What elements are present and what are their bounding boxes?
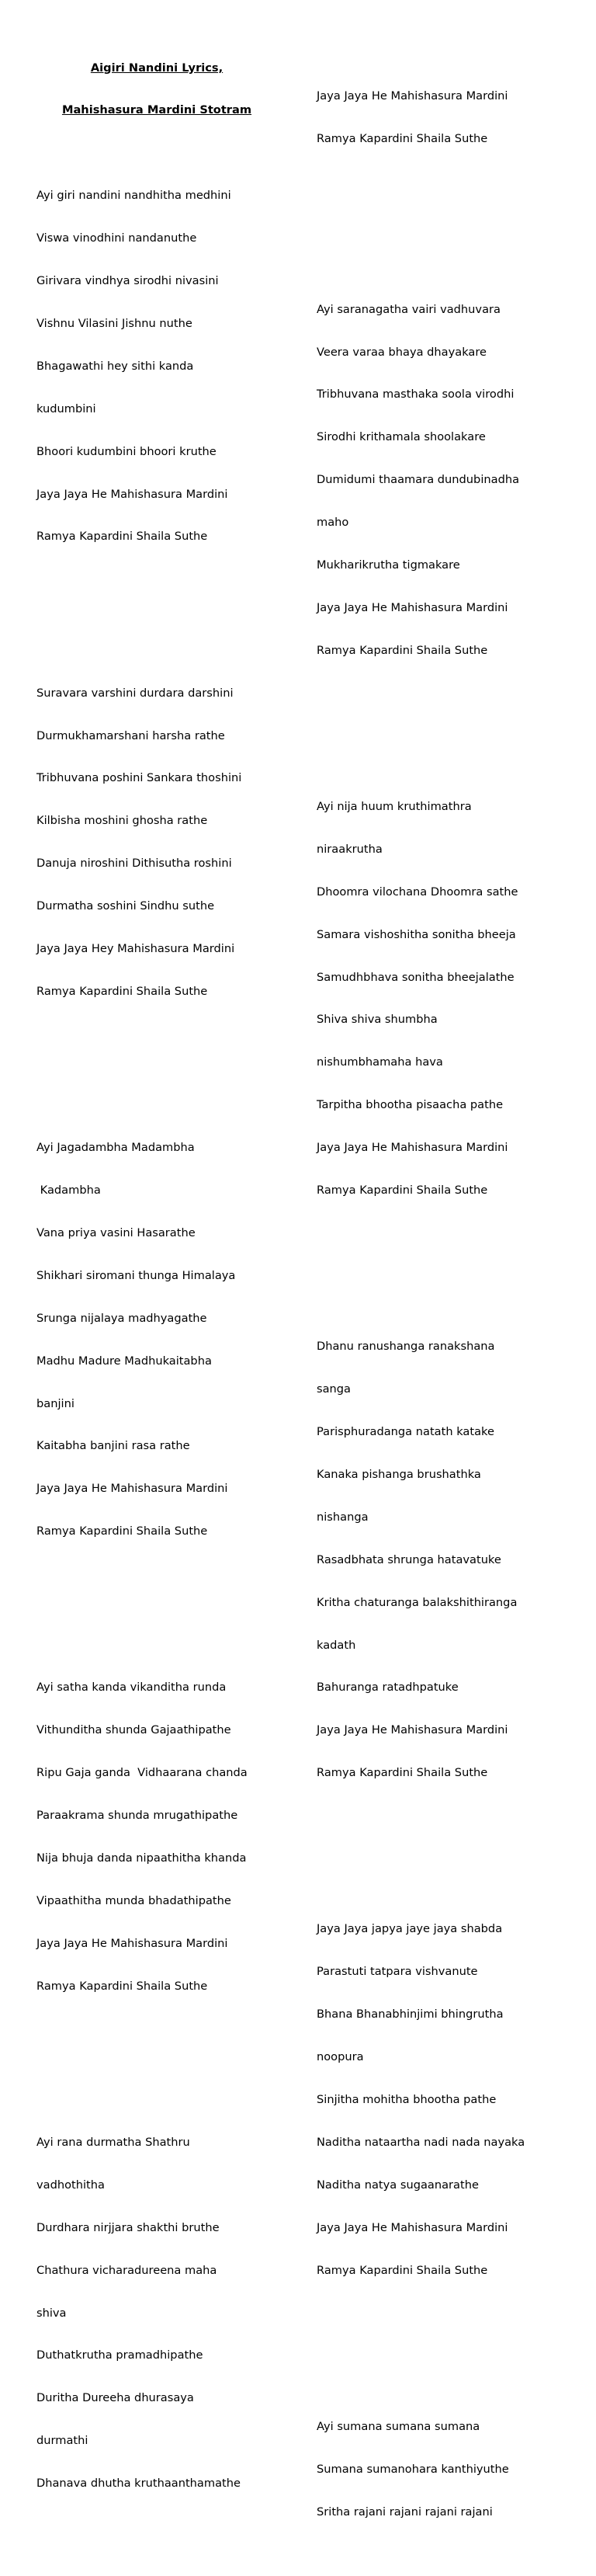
lyric-line: Veera varaa bhaya dhayakare bbox=[317, 345, 487, 359]
lyric-line: Kanaka pishanga brushathka bbox=[317, 1467, 481, 1481]
lyric-line: Nija bhuja danda nipaathitha khanda bbox=[36, 1851, 247, 1865]
lyric-line: Ramya Kapardini Shaila Suthe bbox=[36, 984, 208, 998]
stanza-right-2 bbox=[317, 771, 573, 1226]
stanza-spacer bbox=[317, 714, 573, 728]
lyric-line: Dhanava dhutha kruthaanthamathe bbox=[36, 2477, 241, 2491]
lyric-line: Ramya Kapardini Shaila Suthe bbox=[36, 1524, 208, 1538]
lyric-line: Dhanu ranushanga ranakshana bbox=[317, 1340, 495, 1354]
stanza-spacer bbox=[317, 1255, 573, 1269]
stanza-right-5 bbox=[317, 2391, 573, 2547]
lyric-line: Jaya Jaya japya jaye jaya shabda bbox=[317, 1922, 503, 1936]
lyric-line: Rasadbhata shrunga hatavatuke bbox=[317, 1552, 501, 1566]
lyric-line: Ramya Kapardini Shaila Suthe bbox=[317, 643, 488, 657]
lyric-line: Bhoori kudumbini bhoori kruthe bbox=[36, 444, 217, 458]
lyric-line: Suravara varshini durdara darshini bbox=[36, 686, 234, 700]
lyric-line: Madhu Madure Madhukaitabha bbox=[36, 1354, 212, 1368]
lyric-line: Ramya Kapardini Shaila Suthe bbox=[317, 1766, 488, 1780]
stanza-left-3 bbox=[36, 1113, 285, 1568]
lyric-line: Tribhuvana masthaka soola virodhi bbox=[317, 388, 515, 402]
lyric-line: Samudhbhava sonitha bheejalathe bbox=[317, 970, 515, 984]
lyric-line: Tribhuvana poshini Sankara thoshini bbox=[36, 771, 242, 785]
lyric-line: Ayi rana durmatha Shathru bbox=[36, 2135, 190, 2149]
lyric-line: Jaya Jaya He Mahishasura Mardini bbox=[36, 1936, 228, 1950]
lyric-line: Jaya Jaya He Mahishasura Mardini bbox=[317, 600, 508, 614]
lyric-line: maho bbox=[317, 516, 349, 530]
lyric-line: Jaya Jaya He Mahishasura Mardini bbox=[317, 89, 508, 103]
stanza-spacer bbox=[36, 2050, 285, 2064]
lyric-line: Ayi satha kanda vikanditha runda bbox=[36, 1681, 227, 1695]
lyric-line: Vana priya vasini Hasarathe bbox=[36, 1225, 196, 1239]
left-column bbox=[36, 33, 285, 2548]
lyric-line: kadath bbox=[317, 1638, 356, 1652]
lyric-line: Vishnu Vilasini Jishnu nuthe bbox=[36, 316, 192, 330]
lyric-line: vadhothitha bbox=[36, 2178, 105, 2192]
lyric-line: Sritha rajani rajani rajani rajani bbox=[317, 2505, 493, 2519]
lyric-line: Bhagawathi hey sithi kanda bbox=[36, 359, 194, 373]
lyric-line: Dumidumi thaamara dundubinadha bbox=[317, 473, 520, 487]
lyric-line: Durdhara nirjjara shakthi bruthe bbox=[36, 2220, 220, 2234]
lyric-line: shiva bbox=[36, 2306, 67, 2320]
lyric-line: Girivara vindhya sirodhi nivasini bbox=[36, 274, 219, 288]
lyric-line: Ayi sumana sumana sumana bbox=[317, 2419, 480, 2433]
lyric-line: Durmukhamarshani harsha rathe bbox=[36, 728, 225, 742]
lyric-line: Bhana Bhanabhinjimi bhingrutha bbox=[317, 2008, 504, 2022]
lyric-line: Jaya Jaya He Mahishasura Mardini bbox=[36, 1482, 228, 1496]
lyric-line: sanga bbox=[317, 1382, 352, 1396]
lyric-line: Parastuti tatpara vishvanute bbox=[317, 1965, 478, 1979]
lyric-line: Jaya Jaya He Mahishasura Mardini bbox=[317, 2220, 508, 2234]
lyric-line: Ripu Gaja ganda Vidhaarana chanda bbox=[36, 1766, 248, 1780]
lyric-line: Shikhari siromani thunga Himalaya bbox=[36, 1268, 236, 1282]
lyric-line: nishanga bbox=[317, 1510, 369, 1524]
lyric-line: Sirodhi krithamala shoolakare bbox=[317, 430, 486, 444]
lyric-line: Ramya Kapardini Shaila Suthe bbox=[36, 530, 208, 544]
title-line-2: Mahishasura Mardini Stotram bbox=[61, 103, 252, 117]
stanza-spacer bbox=[317, 1837, 573, 1851]
lyric-line: Shiva shiva shumbha bbox=[317, 1013, 438, 1027]
stanza-right-3 bbox=[317, 1312, 573, 1809]
lyric-line: Kritha chaturanga balakshithiranga bbox=[317, 1595, 518, 1609]
lyric-line: Ayi Jagadambha Madambha bbox=[36, 1141, 195, 1155]
lyric-line: Ramya Kapardini Shaila Suthe bbox=[36, 1979, 208, 1993]
lyric-line: Kilbisha moshini ghosha rathe bbox=[36, 814, 208, 828]
lyric-line: Vipaathitha munda bhadathipathe bbox=[36, 1893, 231, 1907]
lyric-line: Danuja niroshini Dithisutha roshini bbox=[36, 857, 232, 871]
lyric-line: Sumana sumanohara kanthiyuthe bbox=[317, 2462, 509, 2476]
lyric-line: Srunga nijalaya madhyagathe bbox=[36, 1311, 207, 1325]
right-column bbox=[317, 33, 573, 2576]
title-line-1: Aigiri Nandini Lyrics, bbox=[90, 61, 224, 75]
lyric-line: noopura bbox=[317, 2050, 364, 2064]
lyric-line: Duritha Dureeha dhurasaya bbox=[36, 2391, 194, 2405]
lyric-line: Ayi giri nandini nandhitha medhini bbox=[36, 189, 231, 203]
lyric-line: Jaya Jaya He Mahishasura Mardini bbox=[317, 1723, 508, 1737]
lyric-line: Parisphuradanga natath katake bbox=[317, 1425, 494, 1439]
lyric-line: Jaya Jaya Hey Mahishasura Mardini bbox=[36, 942, 235, 955]
stanza-left-4 bbox=[36, 1653, 285, 2022]
lyric-line: Bahuranga ratadhpatuke bbox=[317, 1681, 459, 1695]
stanza-right-1 bbox=[317, 274, 573, 687]
lyric-line: Samara vishoshitha sonitha bheeja bbox=[317, 927, 516, 941]
lyric-line: Ayi nija huum kruthimathra bbox=[317, 800, 472, 814]
stanza-right-4 bbox=[317, 1894, 573, 2307]
lyric-line: Ramya Kapardini Shaila Suthe bbox=[317, 132, 488, 146]
lyric-line: Dhoomra vilochana Dhoomra sathe bbox=[317, 885, 518, 899]
stanza-right-0 bbox=[317, 61, 573, 175]
lyric-line: Ramya Kapardini Shaila Suthe bbox=[317, 2263, 488, 2277]
lyric-line: Viswa vinodhini nandanuthe bbox=[36, 231, 197, 245]
stanza-spacer bbox=[317, 203, 573, 232]
lyric-line: Jaya Jaya He Mahishasura Mardini bbox=[36, 487, 228, 501]
lyric-line: Naditha nataartha nadi nada nayaka bbox=[317, 2135, 525, 2149]
lyric-line: Duthatkrutha pramadhipathe bbox=[36, 2348, 203, 2362]
stanza-spacer bbox=[36, 601, 285, 615]
lyric-line: banjini bbox=[36, 1396, 74, 1410]
lyric-line: durmathi bbox=[36, 2434, 88, 2448]
lyric-line: Mukharikrutha tigmakare bbox=[317, 558, 460, 572]
stanza-left-2 bbox=[36, 658, 285, 1027]
stanza-spacer bbox=[36, 1596, 285, 1610]
stanza-spacer bbox=[317, 2334, 573, 2348]
lyric-line: Sinjitha mohitha bhootha pathe bbox=[317, 2093, 497, 2107]
stanza-spacer bbox=[36, 1055, 285, 1069]
lyric-line: nishumbhamaha hava bbox=[317, 1055, 443, 1069]
lyric-line: Tarpitha bhootha pisaacha pathe bbox=[317, 1098, 504, 1112]
lyric-line: Paraakrama shunda mrugathipathe bbox=[36, 1809, 238, 1823]
lyric-line: Vithunditha shunda Gajaathipathe bbox=[36, 1723, 231, 1737]
lyric-line: Ramya Kapardini Shaila Suthe bbox=[317, 1184, 488, 1198]
lyric-line: Durmatha soshini Sindhu suthe bbox=[36, 899, 215, 913]
lyric-line: kudumbini bbox=[36, 402, 96, 415]
lyric-line: niraakrutha bbox=[317, 842, 383, 856]
lyric-line: Ayi saranagatha vairi vadhuvara bbox=[317, 302, 501, 316]
stanza-left-1 bbox=[36, 161, 285, 573]
lyric-line: Naditha natya sugaanarathe bbox=[317, 2178, 479, 2192]
lyric-line: Kaitabha banjini rasa rathe bbox=[36, 1439, 190, 1453]
lyric-line: Kadambha bbox=[36, 1184, 101, 1198]
lyric-line: Jaya Jaya He Mahishasura Mardini bbox=[317, 1141, 508, 1155]
stanza-left-5 bbox=[36, 2107, 285, 2519]
lyric-line: Chathura vicharadureena maha bbox=[36, 2263, 217, 2277]
